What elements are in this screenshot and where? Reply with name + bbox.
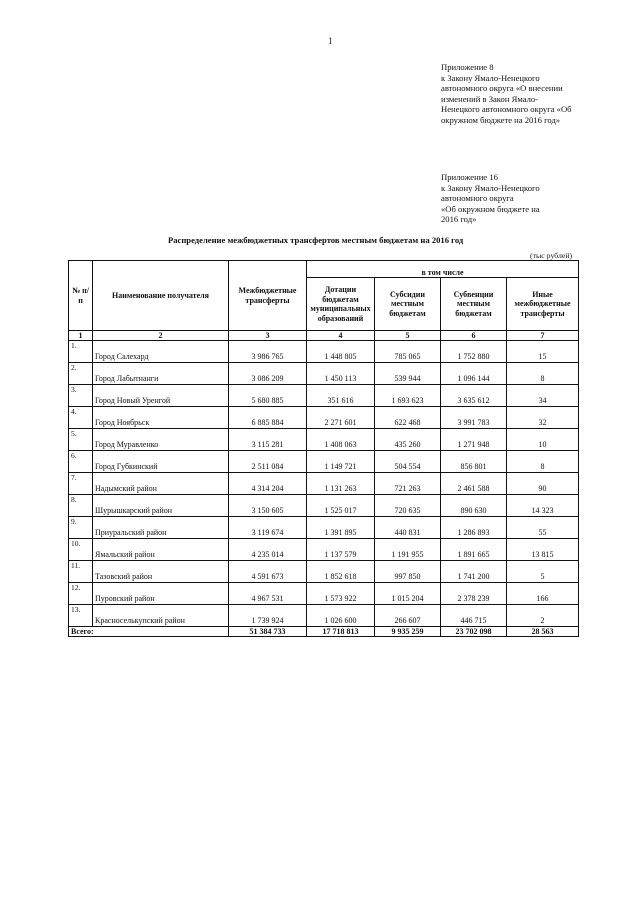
- recipient-name: Город Ноябрьск: [93, 407, 229, 429]
- transfers-total: 4 314 204: [229, 473, 307, 495]
- column-number: 7: [507, 331, 579, 341]
- other-transfers-value: 14 323: [507, 495, 579, 517]
- header-total: Межбюджетные трансферты: [229, 261, 307, 331]
- appendix-8-line: Ненецкого автономного округа «Об: [441, 104, 572, 115]
- dotations-value: 1 391 895: [307, 517, 375, 539]
- recipient-name: Город Губкинский: [93, 451, 229, 473]
- table-row: [69, 517, 579, 539]
- other-transfers-value: 13 815: [507, 539, 579, 561]
- appendix-8-note: [441, 62, 572, 126]
- subsidies-value: 622 468: [375, 407, 441, 429]
- appendix-16-line: автономного округа: [441, 193, 514, 204]
- total-dotations: 17 718 813: [307, 627, 375, 637]
- header-subsidies: Субсидии местным бюджетам: [375, 278, 441, 331]
- row-number: 7.: [69, 473, 93, 495]
- dotations-value: 1 026 600: [307, 605, 375, 627]
- recipient-name: Ямальский район: [93, 539, 229, 561]
- transfers-total: 4 967 531: [229, 583, 307, 605]
- transfers-total: 3 150 605: [229, 495, 307, 517]
- subventions-value: 890 630: [441, 495, 507, 517]
- table-row: [69, 473, 579, 495]
- subventions-value: 1 286 893: [441, 517, 507, 539]
- column-number: 3: [229, 331, 307, 341]
- transfers-total: 3 986 765: [229, 341, 307, 363]
- other-transfers-value: 15: [507, 341, 579, 363]
- transfers-table: [68, 260, 579, 637]
- dotations-value: 351 616: [307, 385, 375, 407]
- subventions-value: 856 801: [441, 451, 507, 473]
- header-subventions: Субвенции местным бюджетам: [441, 278, 507, 331]
- transfers-total: 4 235 014: [229, 539, 307, 561]
- subsidies-value: 266 607: [375, 605, 441, 627]
- unit-label: (тыс рублей): [530, 251, 573, 260]
- appendix-8-line: автономного округа «О внесении: [441, 83, 563, 94]
- subventions-value: 1 741 200: [441, 561, 507, 583]
- row-number: 8.: [69, 495, 93, 517]
- appendix-16-line: «Об окружном бюджете на: [441, 203, 540, 214]
- table-row: [69, 539, 579, 561]
- transfers-total: 5 680 885: [229, 385, 307, 407]
- subsidies-value: 1 693 623: [375, 385, 441, 407]
- recipient-name: Город Салехард: [93, 341, 229, 363]
- table-row: [69, 363, 579, 385]
- column-number: 4: [307, 331, 375, 341]
- dotations-value: 1 149 721: [307, 451, 375, 473]
- header-including: в том числе: [307, 261, 579, 278]
- recipient-name: Пуровский район: [93, 583, 229, 605]
- row-number: 5.: [69, 429, 93, 451]
- transfers-total: 1 739 924: [229, 605, 307, 627]
- appendix-16-line: к Закону Ямало-Ненецкого: [441, 182, 540, 193]
- row-number: 13.: [69, 605, 93, 627]
- transfers-total: 4 591 673: [229, 561, 307, 583]
- column-number: 5: [375, 331, 441, 341]
- subventions-value: 3 991 783: [441, 407, 507, 429]
- dotations-value: 1 408 063: [307, 429, 375, 451]
- recipient-name: Город Муравленко: [93, 429, 229, 451]
- dotations-value: 1 448 805: [307, 341, 375, 363]
- total-label: Всего:: [69, 627, 229, 637]
- appendix-16-line: 2016 год»: [441, 214, 477, 225]
- dotations-value: 1 525 017: [307, 495, 375, 517]
- transfers-total: 3 119 674: [229, 517, 307, 539]
- other-transfers-value: 8: [507, 363, 579, 385]
- subventions-value: 1 752 880: [441, 341, 507, 363]
- total-transfers: 51 384 733: [229, 627, 307, 637]
- appendix-8-line: Приложение 8: [441, 62, 494, 72]
- subsidies-value: 435 260: [375, 429, 441, 451]
- dotations-value: 1 137 579: [307, 539, 375, 561]
- total-subventions: 23 702 098: [441, 627, 507, 637]
- table-row: [69, 495, 579, 517]
- row-number: 4.: [69, 407, 93, 429]
- other-transfers-value: 90: [507, 473, 579, 495]
- transfers-total: 6 885 884: [229, 407, 307, 429]
- recipient-name: Шурышкарский район: [93, 495, 229, 517]
- subsidies-value: 504 554: [375, 451, 441, 473]
- page-number: 1: [328, 36, 333, 46]
- other-transfers-value: 55: [507, 517, 579, 539]
- subsidies-value: 785 065: [375, 341, 441, 363]
- dotations-value: 1 573 922: [307, 583, 375, 605]
- subsidies-value: 539 944: [375, 363, 441, 385]
- appendix-16-note: [441, 172, 540, 225]
- dotations-value: 1 852 618: [307, 561, 375, 583]
- other-transfers-value: 8: [507, 451, 579, 473]
- appendix-8-line: окружном бюджете на 2016 год»: [441, 114, 561, 125]
- total-subsidies: 9 935 259: [375, 627, 441, 637]
- header-no: № п/п: [69, 261, 93, 331]
- appendix-8-line: к Закону Ямало-Ненецкого: [441, 72, 540, 83]
- other-transfers-value: 166: [507, 583, 579, 605]
- dotations-value: 1 131 263: [307, 473, 375, 495]
- appendix-8-line: изменений в Закон Ямало-: [441, 93, 539, 104]
- subventions-value: 1 891 665: [441, 539, 507, 561]
- row-number: 2.: [69, 363, 93, 385]
- table-row: [69, 605, 579, 627]
- table-row: [69, 451, 579, 473]
- subventions-value: 2 378 239: [441, 583, 507, 605]
- table-row: [69, 341, 579, 363]
- subsidies-value: 1 015 204: [375, 583, 441, 605]
- recipient-name: Надымский район: [93, 473, 229, 495]
- other-transfers-value: 10: [507, 429, 579, 451]
- subventions-value: 1 096 144: [441, 363, 507, 385]
- row-number: 1.: [69, 341, 93, 363]
- table-row: [69, 385, 579, 407]
- subventions-value: 446 715: [441, 605, 507, 627]
- row-number: 10.: [69, 539, 93, 561]
- header-dotations: Дотации бюджетам муниципальных образований: [307, 278, 375, 331]
- recipient-name: Город Новый Уренгой: [93, 385, 229, 407]
- recipient-name: Приуральский район: [93, 517, 229, 539]
- transfers-total: 2 511 084: [229, 451, 307, 473]
- subventions-value: 2 461 588: [441, 473, 507, 495]
- other-transfers-value: 32: [507, 407, 579, 429]
- subsidies-value: 1 191 955: [375, 539, 441, 561]
- subsidies-value: 720 635: [375, 495, 441, 517]
- total-other: 28 563: [507, 627, 579, 637]
- column-number: 1: [69, 331, 93, 341]
- total-row: [69, 627, 579, 637]
- appendix-16-line: Приложение 16: [441, 172, 498, 182]
- column-number: 2: [93, 331, 229, 341]
- subsidies-value: 721 263: [375, 473, 441, 495]
- row-number: 3.: [69, 385, 93, 407]
- other-transfers-value: 2: [507, 605, 579, 627]
- row-number: 9.: [69, 517, 93, 539]
- table-body: [69, 341, 579, 627]
- dotations-value: 2 271 601: [307, 407, 375, 429]
- transfers-total: 3 115 281: [229, 429, 307, 451]
- table-row: [69, 561, 579, 583]
- subsidies-value: 997 850: [375, 561, 441, 583]
- table-row: [69, 429, 579, 451]
- recipient-name: Красноселькупский район: [93, 605, 229, 627]
- subventions-value: 3 635 612: [441, 385, 507, 407]
- row-number: 12.: [69, 583, 93, 605]
- transfers-total: 3 086 209: [229, 363, 307, 385]
- table-row: [69, 583, 579, 605]
- row-number: 6.: [69, 451, 93, 473]
- other-transfers-value: 5: [507, 561, 579, 583]
- column-number: 6: [441, 331, 507, 341]
- document-title: Распределение межбюджетных трансфертов местным бюджетам на 2016 год: [168, 235, 464, 245]
- recipient-name: Тазовский район: [93, 561, 229, 583]
- table-row: [69, 407, 579, 429]
- subsidies-value: 440 831: [375, 517, 441, 539]
- dotations-value: 1 450 113: [307, 363, 375, 385]
- header-name: Наименование получателя: [93, 261, 229, 331]
- header-other: Иные межбюджетные трансферты: [507, 278, 579, 331]
- row-number: 11.: [69, 561, 93, 583]
- subventions-value: 1 271 948: [441, 429, 507, 451]
- other-transfers-value: 34: [507, 385, 579, 407]
- recipient-name: Город Лабытнанги: [93, 363, 229, 385]
